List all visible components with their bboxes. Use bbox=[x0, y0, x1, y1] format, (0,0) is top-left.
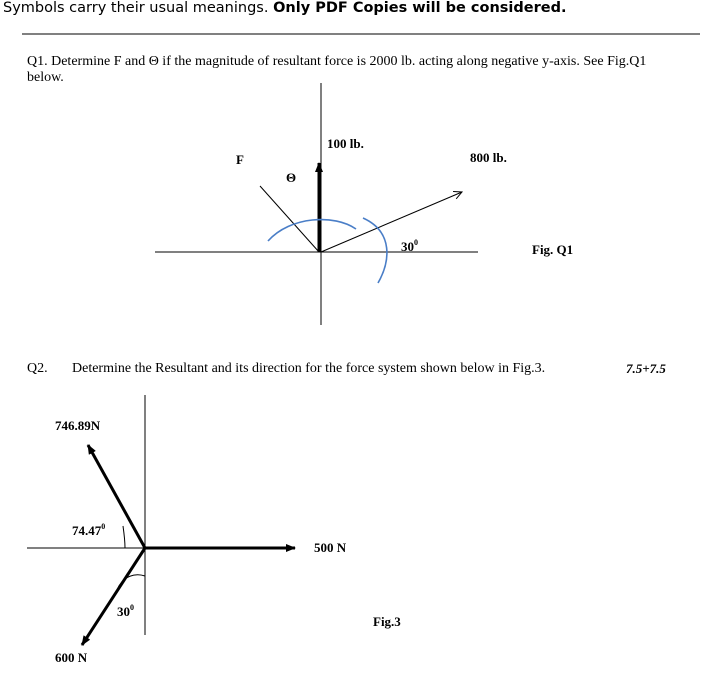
q1-text-line2: below. bbox=[27, 70, 64, 85]
q1-label-f: F bbox=[236, 152, 244, 167]
q1-caption: Fig. Q1 bbox=[532, 242, 574, 257]
fig-q1 bbox=[155, 83, 478, 325]
q1-label-theta: Θ bbox=[286, 170, 297, 185]
q1-30-arc bbox=[363, 218, 387, 283]
q2-text: Determine the Resultant and its direction for the force system shown below in Fig.3. bbox=[72, 361, 546, 376]
fig3-force-600-arrow bbox=[82, 548, 145, 645]
fig3-label-746: 746.89N bbox=[55, 418, 101, 433]
header-emphasis: Only PDF Copies will be considered. bbox=[273, 0, 567, 16]
q2-marks: 7.5+7.5 bbox=[626, 361, 666, 376]
fig3-angle-30-degree: 0 bbox=[130, 603, 134, 612]
q1-angle-value: 30 bbox=[401, 239, 414, 254]
fig3-label-600: 600 N bbox=[55, 650, 88, 665]
q1-angle-label bbox=[401, 239, 418, 255]
fig3-angle-74-degree: 0 bbox=[101, 522, 106, 531]
header-instruction: Symbols carry their usual meanings. bbox=[3, 0, 269, 16]
fig3-angle-30-label bbox=[117, 604, 134, 620]
q2-number: Q2. bbox=[27, 361, 48, 376]
q1-text-line1: Q1. Determine F and Θ if the magnitude of resultant force is 2000 lb. acting along negative y-axis. See Fig.Q1 bbox=[27, 54, 647, 69]
q1-degree-sup: 0 bbox=[414, 238, 418, 247]
q1-force-f-line bbox=[260, 186, 319, 252]
q1-label-100: 100 lb. bbox=[327, 136, 364, 151]
fig3-74-arc bbox=[123, 526, 125, 548]
fig3-angle-30-value: 30 bbox=[117, 604, 130, 619]
fig3-angle-74-value: 74.47 bbox=[72, 523, 102, 538]
q1-label-800: 800 lb. bbox=[470, 150, 507, 165]
fig3-caption: Fig.3 bbox=[373, 614, 401, 629]
fig3-angle-74-label bbox=[72, 523, 105, 539]
q1-theta-arc bbox=[268, 220, 356, 241]
fig3-30-arc bbox=[117, 575, 145, 590]
fig3-label-500: 500 N bbox=[314, 540, 347, 555]
